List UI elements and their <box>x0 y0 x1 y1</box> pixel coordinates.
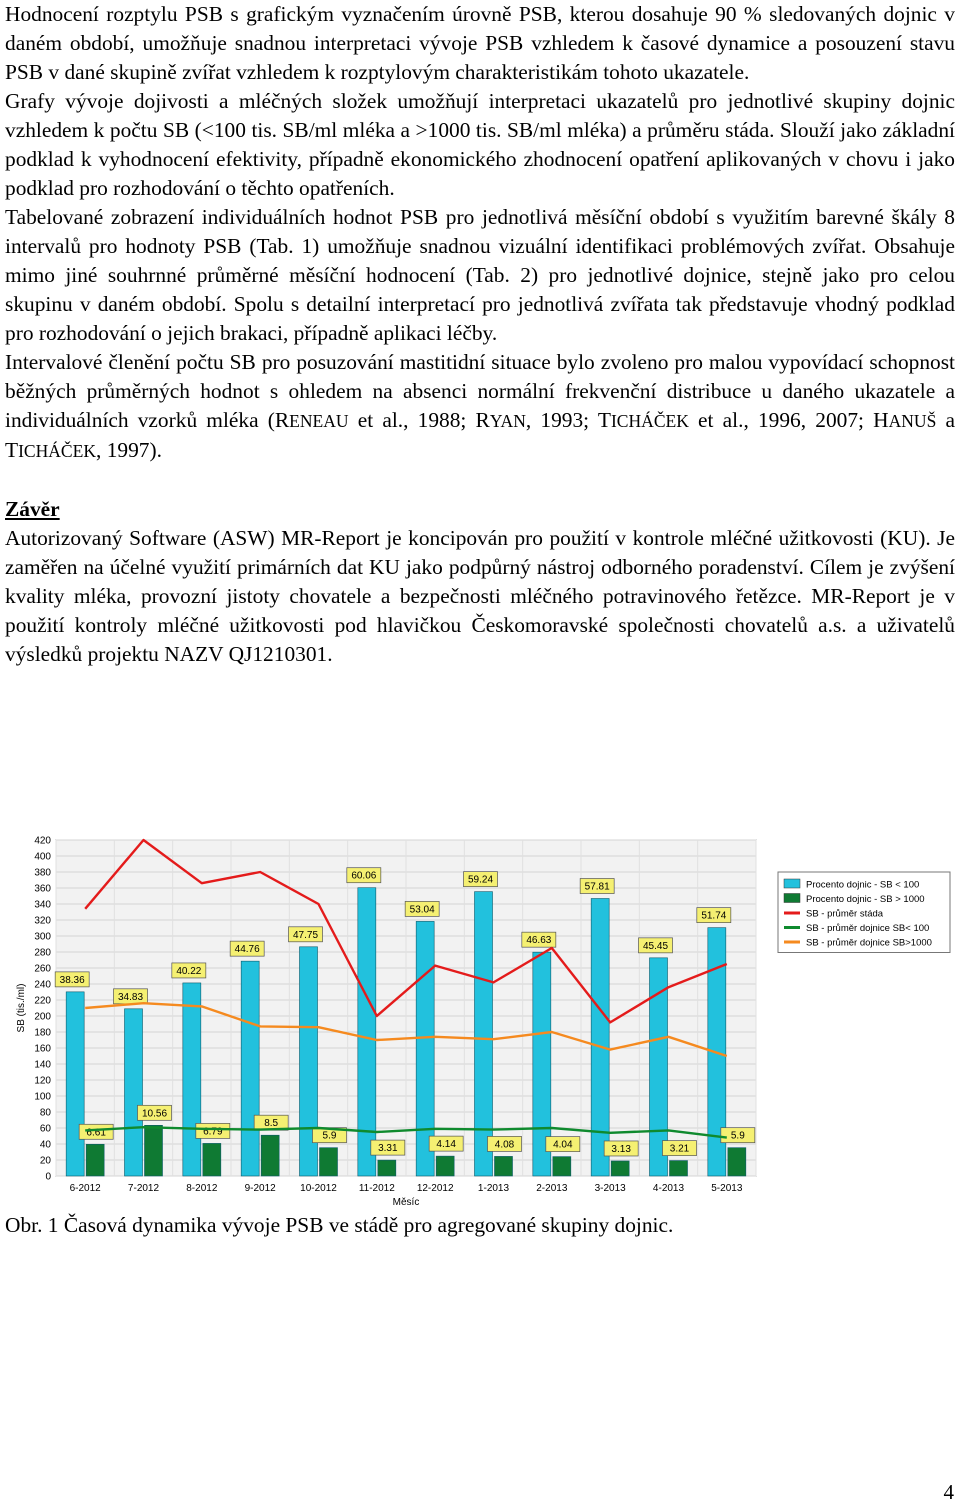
legend-label: Procento dojnic - SB > 1000 <box>806 894 925 905</box>
bar-pct-low <box>125 1009 143 1176</box>
paragraph-spacer <box>5 466 955 495</box>
p4-text-6: , 1997). <box>96 438 162 462</box>
y-tick-label: 180 <box>34 1027 51 1039</box>
data-label: 51.74 <box>701 910 727 922</box>
bar-pct-high <box>436 1156 454 1176</box>
data-label: 57.81 <box>584 881 610 893</box>
bar-pct-high <box>145 1125 163 1176</box>
citation-initial: R <box>475 408 490 432</box>
y-tick-label: 220 <box>34 995 51 1007</box>
citation-smallcaps: ICHÁČEK <box>610 411 689 431</box>
legend-label: Procento dojnic - SB < 100 <box>806 879 920 891</box>
y-tick-label: 80 <box>39 1107 51 1119</box>
citation-tichacek-1 <box>598 408 689 432</box>
data-label: 4.08 <box>494 1139 515 1151</box>
data-label: 47.75 <box>292 929 319 941</box>
bar-pct-high <box>611 1161 629 1176</box>
x-tick-label: 9-2012 <box>244 1183 276 1194</box>
citation-tichacek-2 <box>5 438 96 462</box>
data-label: 38.36 <box>59 974 85 986</box>
paragraph-1: Hodnocení rozptylu PSB s grafickým vyznačením úrovně PSB, kterou dosahuje 90 % sledovaných dojnic v daném období, umožňuje snadnou interpretaci vývoje PSB vzhledem k časové dynamice a posouzení stavu PSB v dané skupině zvířat vzhledem k rozptylovým charakteristikám tohoto ukazatele. <box>5 2 955 84</box>
data-label: 3.21 <box>669 1143 690 1155</box>
paragraph-4 <box>5 348 955 466</box>
y-tick-label: 340 <box>34 899 51 911</box>
data-label: 5.9 <box>322 1130 337 1142</box>
y-tick-label: 380 <box>34 867 51 879</box>
chart-svg <box>4 834 958 1208</box>
data-label: 59.24 <box>467 874 494 886</box>
y-tick-label: 400 <box>34 851 51 863</box>
y-tick-label: 120 <box>34 1075 51 1087</box>
paragraph-2: Grafy vývoje dojivosti a mléčných složek umožňují interpretaci ukazatelů pro jednotlivé skupiny dojnic vzhledem k počtu SB (<100 tis. SB/ml mléka a >1000 tis. SB/ml mléka) a průměru stáda. Slouží jako základní podklad k vyhodnocení efektivity, případně ekonomického zhodnocení opatření aplikovaných v chovu i jako podklad pro rozhodování o těchto opatřeních. <box>5 89 955 200</box>
p4-text-1: Intervalové členění počtu SB pro posuzování mastitidní situace bylo zvoleno pro malou vypovídací schopnost běžných průměrných hodnot s ohledem na absenci normální frekvenční distribuce u daného ukazatele a individuálních vzorků mléka ( <box>5 350 955 432</box>
y-tick-label: 60 <box>39 1123 51 1135</box>
data-label: 44.76 <box>234 944 260 956</box>
citation-reneau <box>275 408 349 432</box>
citation-hanus <box>873 408 936 432</box>
conclusion-body: Autorizovaný Software (ASW) MR-Report je koncipován pro použití v kontrole mléčné užitkovosti (KU). Je zaměřen na účelné využití primárních dat KU jako podpůrný nástroj odborného poradenství. Cílem je zvýšení kvality mléka, provozní jistoty chovatele a bezpečnosti mléčného potravinového řetězce. MR-Report je v použití kontroly mléčné užitkovosti pod hlavičkou Českomoravské společnosti chovatelů a.s. a uživatelů výsledků projektu NAZV QJ1210301. <box>5 526 955 666</box>
x-tick-label: 2-2013 <box>536 1183 568 1194</box>
legend-label: SB - průměr dojnice SB>1000 <box>806 937 932 949</box>
data-label: 60.06 <box>351 870 377 882</box>
y-tick-label: 40 <box>39 1139 51 1151</box>
bar-pct-low <box>66 992 84 1176</box>
psb-chart <box>4 834 958 1208</box>
data-label: 6.61 <box>86 1127 106 1139</box>
p4-text-4: et al., 1996, 2007; <box>688 408 874 432</box>
data-label: 40.22 <box>176 965 202 977</box>
bar-pct-high <box>320 1148 338 1176</box>
bar-pct-low <box>241 961 259 1176</box>
y-tick-label: 240 <box>34 979 51 991</box>
x-tick-label: 8-2012 <box>186 1183 218 1194</box>
data-label: 10.56 <box>141 1108 168 1120</box>
bar-pct-high <box>261 1135 279 1176</box>
data-label: 6.79 <box>203 1126 223 1138</box>
citation-initial: T <box>5 438 19 462</box>
p4-text-5: a <box>936 408 956 432</box>
p4-text-3: , 1993; <box>525 408 598 432</box>
bar-pct-low <box>183 983 201 1176</box>
bar-pct-high <box>553 1157 571 1176</box>
x-tick-label: 7-2012 <box>127 1183 160 1194</box>
citation-initial: R <box>274 408 290 432</box>
legend-swatch <box>784 894 800 903</box>
y-tick-label: 360 <box>34 883 51 895</box>
legend-label: SB - průměr stáda <box>806 908 884 920</box>
bar-pct-high <box>670 1161 688 1176</box>
citation-initial: T <box>597 408 611 432</box>
x-tick-label: 12-2012 <box>416 1183 454 1194</box>
y-axis-label: SB (tis./ml) <box>16 983 27 1033</box>
y-tick-label: 280 <box>34 947 51 959</box>
x-axis-label: Měsíc <box>392 1197 420 1208</box>
data-label: 3.31 <box>378 1143 398 1155</box>
citation-smallcaps: ENEAU <box>289 411 349 431</box>
x-tick-label: 4-2013 <box>652 1183 685 1194</box>
x-tick-label: 6-2012 <box>69 1183 101 1194</box>
data-label: 4.04 <box>553 1139 573 1151</box>
page-number: 4 <box>943 1480 954 1504</box>
data-label: 5.9 <box>730 1130 745 1142</box>
bar-pct-high <box>203 1143 221 1176</box>
x-tick-label: 11-2012 <box>358 1183 395 1194</box>
p4-text-2: et al., 1988; <box>348 408 476 432</box>
y-tick-label: 140 <box>34 1059 51 1071</box>
x-tick-label: 10-2012 <box>300 1183 337 1194</box>
data-label: 46.63 <box>526 935 552 947</box>
bar-pct-high <box>86 1144 104 1176</box>
legend-label: SB - průměr dojnice SB< 100 <box>806 923 930 934</box>
body-text <box>5 0 955 669</box>
citation-initial: H <box>873 408 889 432</box>
x-tick-label: 5-2013 <box>711 1183 743 1194</box>
x-tick-label: 3-2013 <box>594 1183 626 1194</box>
y-tick-label: 100 <box>34 1091 51 1103</box>
y-tick-label: 260 <box>34 963 51 975</box>
x-tick-label: 1-2013 <box>477 1183 510 1194</box>
conclusion-heading: Závěr <box>5 497 60 521</box>
legend-swatch <box>784 879 800 888</box>
y-tick-label: 160 <box>34 1043 51 1055</box>
data-label: 4.14 <box>436 1139 456 1151</box>
figure-caption: Obr. 1 Časová dynamika vývoje PSB ve stádě pro agregované skupiny dojnic. <box>5 1213 674 1237</box>
y-tick-label: 200 <box>34 1011 51 1023</box>
y-tick-label: 320 <box>34 915 51 927</box>
data-label: 34.83 <box>117 991 144 1003</box>
data-label: 8.5 <box>264 1118 279 1130</box>
y-tick-label: 20 <box>39 1155 51 1167</box>
data-label: 53.04 <box>409 904 435 916</box>
data-label: 3.13 <box>611 1143 631 1155</box>
y-tick-label: 0 <box>45 1171 51 1183</box>
bar-pct-high <box>728 1148 746 1176</box>
citation-smallcaps: ANUŠ <box>888 411 937 431</box>
citation-smallcaps: YAN <box>489 411 526 431</box>
bar-pct-high <box>378 1160 396 1176</box>
bar-pct-low <box>475 892 493 1176</box>
citation-smallcaps: ICHÁČEK <box>18 441 96 461</box>
citation-ryan <box>476 408 526 432</box>
y-tick-label: 300 <box>34 931 51 943</box>
y-tick-label: 420 <box>34 835 51 847</box>
bar-pct-low <box>591 899 609 1176</box>
data-label: 45.45 <box>642 940 669 952</box>
paragraph-3: Tabelované zobrazení individuálních hodnot PSB pro jednotlivá měsíční období s využitím barevné škály 8 intervalů pro hodnoty PSB (Tab. 1) umožňuje snadnou vizuální identifikaci problémových zvířat. Obsahuje mimo jiné souhrnné průměrné měsíční hodnocení (Tab. 2) pro jednotlivé dojnice, stejně jako pro celou skupinu v daném období. Spolu s detailní interpretací pro jednotlivá zvířata tak představuje vhodný podklad pro rozhodování o jejich brakaci, případně aplikaci léčby. <box>5 205 955 345</box>
bar-pct-high <box>495 1156 513 1176</box>
